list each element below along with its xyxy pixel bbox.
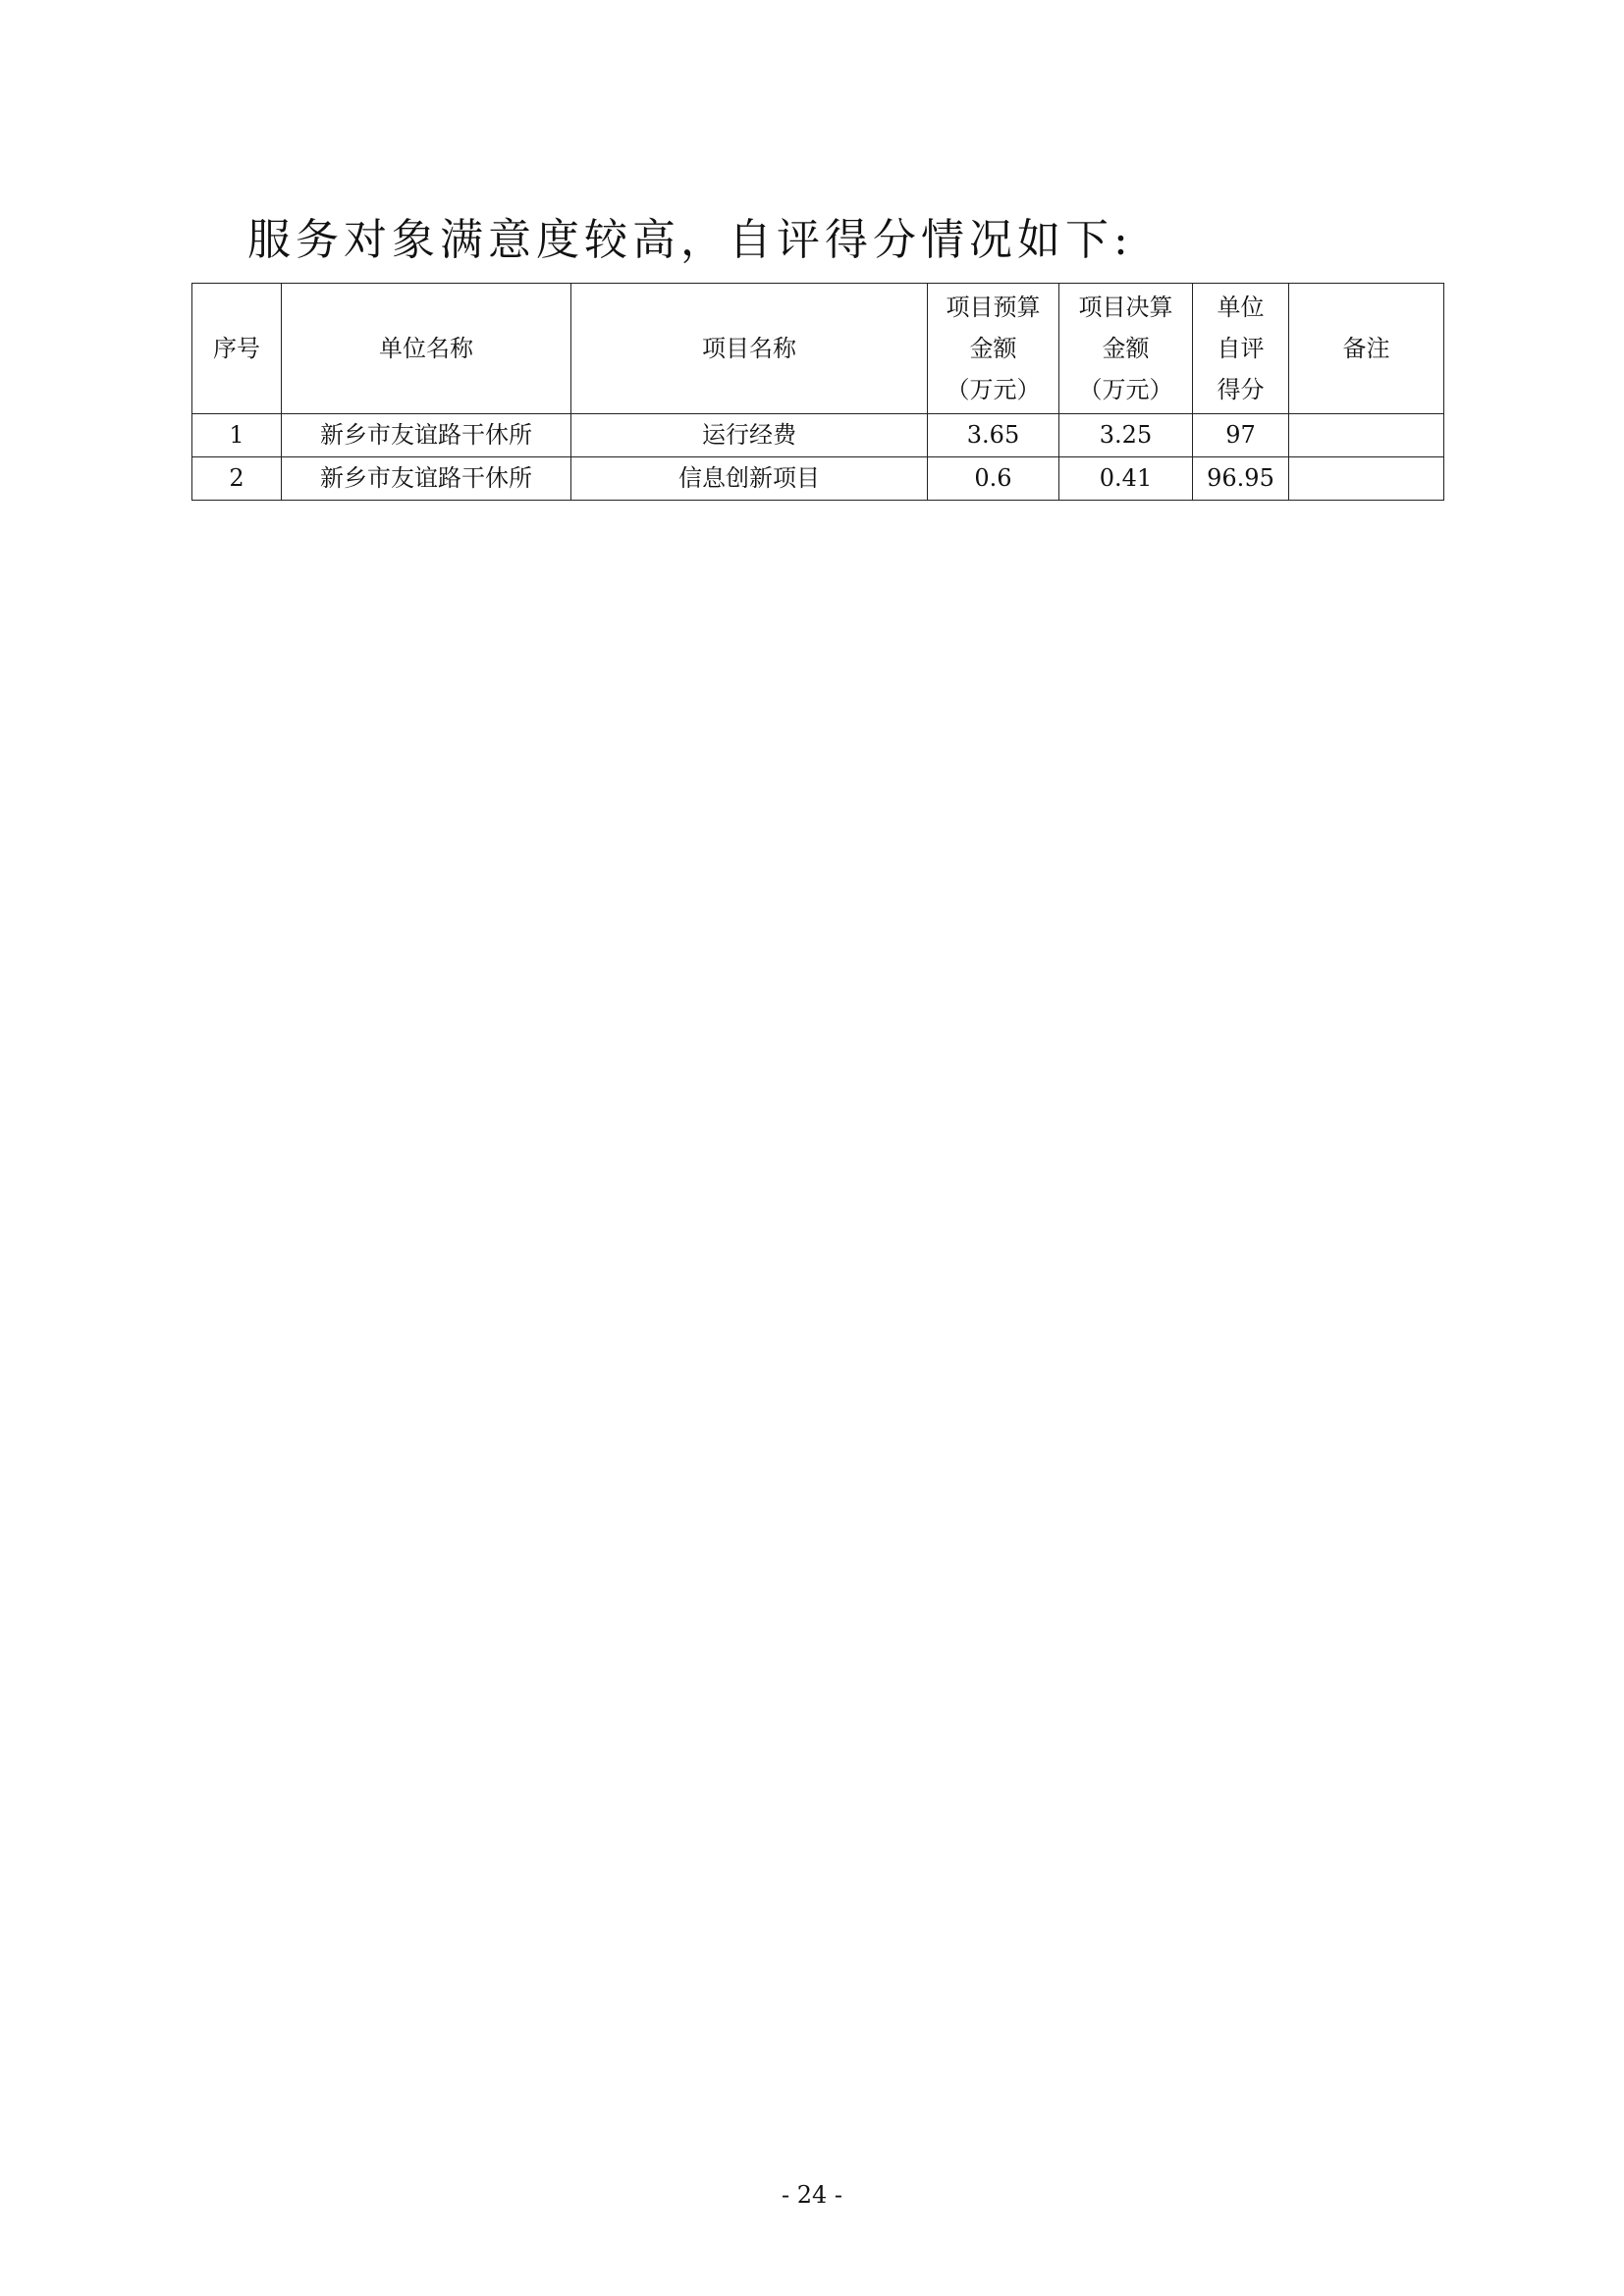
table-header-row — [192, 284, 1444, 414]
cell-score: 97 — [1193, 414, 1289, 457]
header-budget — [928, 284, 1059, 414]
cell-unit-name: 新乡市友谊路干休所 — [282, 457, 571, 501]
cell-budget: 0.6 — [928, 457, 1059, 501]
page-number: - 24 - — [781, 2181, 842, 2209]
header-score-line-2: 自评 — [1217, 335, 1265, 362]
table-row — [192, 457, 1444, 501]
cell-project-name: 运行经费 — [571, 414, 928, 457]
cell-unit-name: 新乡市友谊路干休所 — [282, 414, 571, 457]
header-score-line-1: 单位 — [1217, 294, 1265, 321]
header-score — [1193, 284, 1289, 414]
cell-seq: 2 — [192, 457, 282, 501]
cell-project-name: 信息创新项目 — [571, 457, 928, 501]
header-remark: 备注 — [1289, 284, 1444, 414]
header-budget-line-3: （万元） — [946, 376, 1041, 403]
cell-final: 3.25 — [1059, 414, 1193, 457]
cell-final: 0.41 — [1059, 457, 1193, 501]
header-budget-line-2: 金额 — [969, 335, 1017, 362]
intro-paragraph: 服务对象满意度较高，自评得分情况如下: — [247, 215, 1133, 265]
header-final-line-2: 金额 — [1102, 335, 1150, 362]
cell-remark — [1289, 414, 1444, 457]
header-unit-name: 单位名称 — [282, 284, 571, 414]
table-row — [192, 414, 1444, 457]
header-final — [1059, 284, 1193, 414]
cell-score: 96.95 — [1193, 457, 1289, 501]
cell-seq: 1 — [192, 414, 282, 457]
header-seq: 序号 — [192, 284, 282, 414]
header-final-line-1: 项目决算 — [1078, 294, 1173, 321]
cell-remark — [1289, 457, 1444, 501]
cell-budget: 3.65 — [928, 414, 1059, 457]
header-budget-line-1: 项目预算 — [946, 294, 1041, 321]
self-evaluation-score-table — [191, 283, 1444, 501]
header-project-name: 项目名称 — [571, 284, 928, 414]
header-final-line-3: （万元） — [1078, 376, 1173, 403]
header-score-line-3: 得分 — [1217, 376, 1265, 403]
